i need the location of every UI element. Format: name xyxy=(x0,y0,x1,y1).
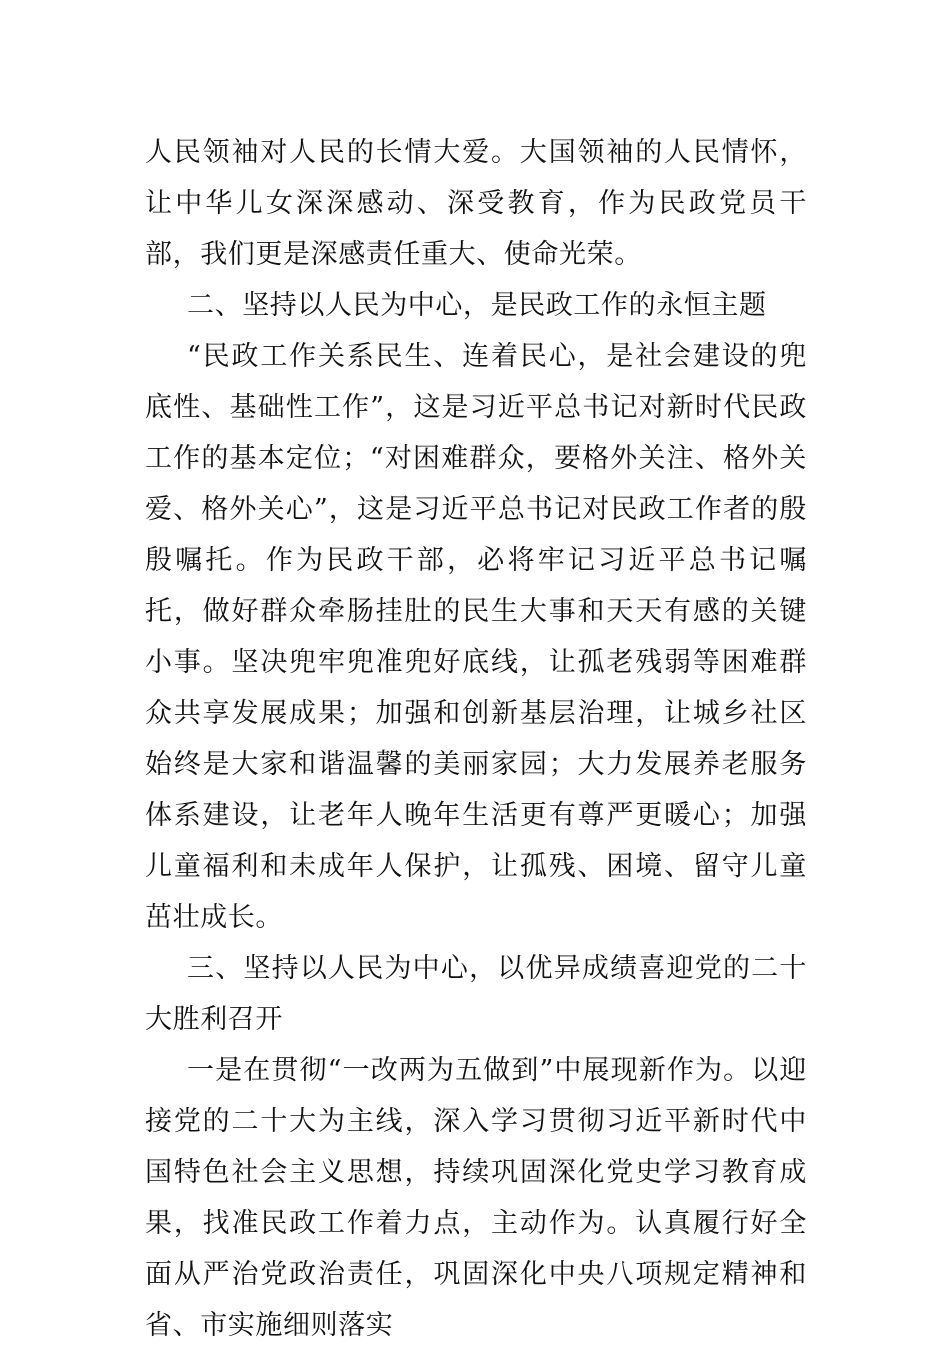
paragraph-first-point: 一是在贯彻“一改两为五做到”中展现新作为。以迎接党的二十大为主线，深入学习贯彻习近平新时代中国特色社会主义思想，持续巩固深化党史学习教育成果，找准民政工作着力点，主动作为。认真履行好全面从严治党政治责任，巩固深化中央八项规定精神和省、市实施细则落实 xyxy=(145,1055,807,1341)
paragraph-civil-affairs: “民政工作关系民生、连着民心，是社会建设的兜底性、基础性工作”，这是习近平总书记对新时代民政工作的基本定位；“对困难群众，要格外关注、格外关爱、格外关心”，这是习近平总书记对民政工作者的殷殷嘱托。作为民政干部，必将牢记习近平总书记嘱托，做好群众牵肠挂肚的民生大事和天天有感的关键小事。坚决兜牢兜准兜好底线，让孤老残弱等困难群众共享发展成果；加强和创新基层治理，让城乡社区始终是大家和谐温馨的美丽家园；大力发展养老服务体系建设，让老年人晚年生活更有尊严更暖心；加强儿童福利和未成年人保护，让孤残、困境、留守儿童茁壮成长。 xyxy=(145,341,807,933)
section-heading-three: 三、坚持以人民为中心，以优异成绩喜迎党的二十大胜利召开 xyxy=(145,953,807,1035)
paragraph-continuation: 人民领袖对人民的长情大爱。大国领袖的人民情怀，让中华儿女深深感动、深受教育，作为民政党员干部，我们更是深感责任重大、使命光荣。 xyxy=(145,137,807,270)
section-heading-two: 二、坚持以人民为中心，是民政工作的永恒主题 xyxy=(187,290,767,321)
document-body xyxy=(145,127,807,1351)
